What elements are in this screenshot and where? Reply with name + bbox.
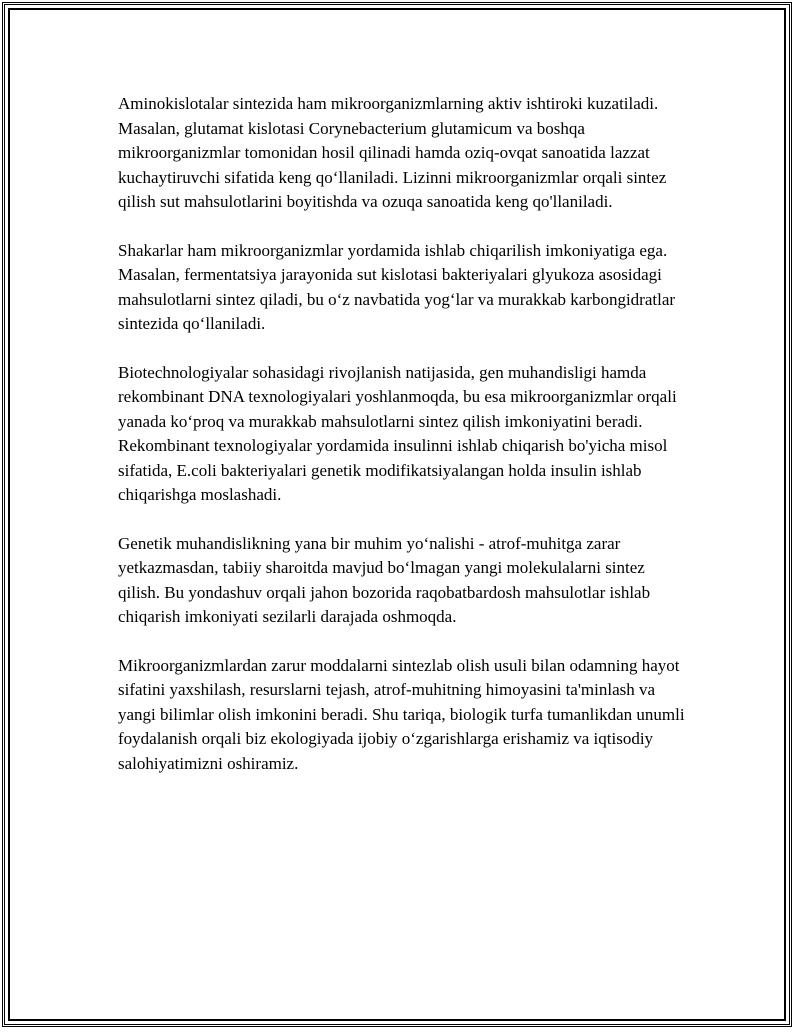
document-body bbox=[118, 92, 688, 800]
paragraph-biotechnology: Biotechnologiyalar sohasidagi rivojlanish natijasida, gen muhandisligi hamda rekombinant DNA texnologiyalari yoshlanmoqda, bu esa mikroorganizmlar orqali yanada ko‘proq va murakkab mahsulotlarni sintez qilish imkoniyatini beradi. Rekombinant texnologiyalar yordamida insulinni ishlab chiqarish bo'yicha misol sifatida, E.coli bakteriyalari genetik modifikatsiyalangan holda insulin ishlab chiqarishga moslashadi. bbox=[118, 362, 677, 504]
paragraph-conclusion: Mikroorganizmlardan zarur moddalarni sintezlab olish usuli bilan odamning hayot sifatini yaxshilash, resurslarni tejash, atrof-muhitning himoyasini ta'minlash va yangi bilimlar olish imkonini beradi. Shu tariqa, biologik turfa tumanlikdan unumli foydalanish orqali biz ekologiyada ijobiy o‘zgarishlarga erishamiz va iqtisodiy salohiyatimizni oshiramiz. bbox=[118, 655, 685, 773]
paragraph-sugars: Shakarlar ham mikroorganizmlar yordamida ishlab chiqarilish imkoniyatiga ega. Masalan, fermentatsiya jarayonida sut kislotasi bakteriyalari glyukoza asosidagi mahsulotlarni sintez qiladi, bu o‘z navbatida yog‘lar va murakkab karbongidratlar sintezida qo‘llaniladi. bbox=[118, 240, 676, 333]
paragraph-aminoacids: Aminokislotalar sintezida ham mikroorganizmlarning aktiv ishtiroki kuzatiladi. Masalan, glutamat kislotasi Corynebacterium glutamicum va boshqa mikroorganizmlar tomonidan hosil qilinadi hamda oziq-ovqat sanoatida lazzat kuchaytiruvchi sifatida keng qo‘llaniladi. Lizinni mikroorganizmlar orqali sintez qilish sut mahsulotlarini boyitishda va ozuqa sanoatida keng qo'llaniladi. bbox=[118, 94, 667, 211]
paragraph-genetic-engineering: Genetik muhandislikning yana bir muhim yo‘nalishi - atrof-muhitga zarar yetkazmasdan, tabiiy sharoitda mavjud bo‘lmagan yangi molekulalarni sintez qilish. Bu yondashuv orqali jahon bozorida raqobatbardosh mahsulotlar ishlab chiqarish imkoniyati sezilarli darajada oshmoqda. bbox=[118, 533, 651, 626]
